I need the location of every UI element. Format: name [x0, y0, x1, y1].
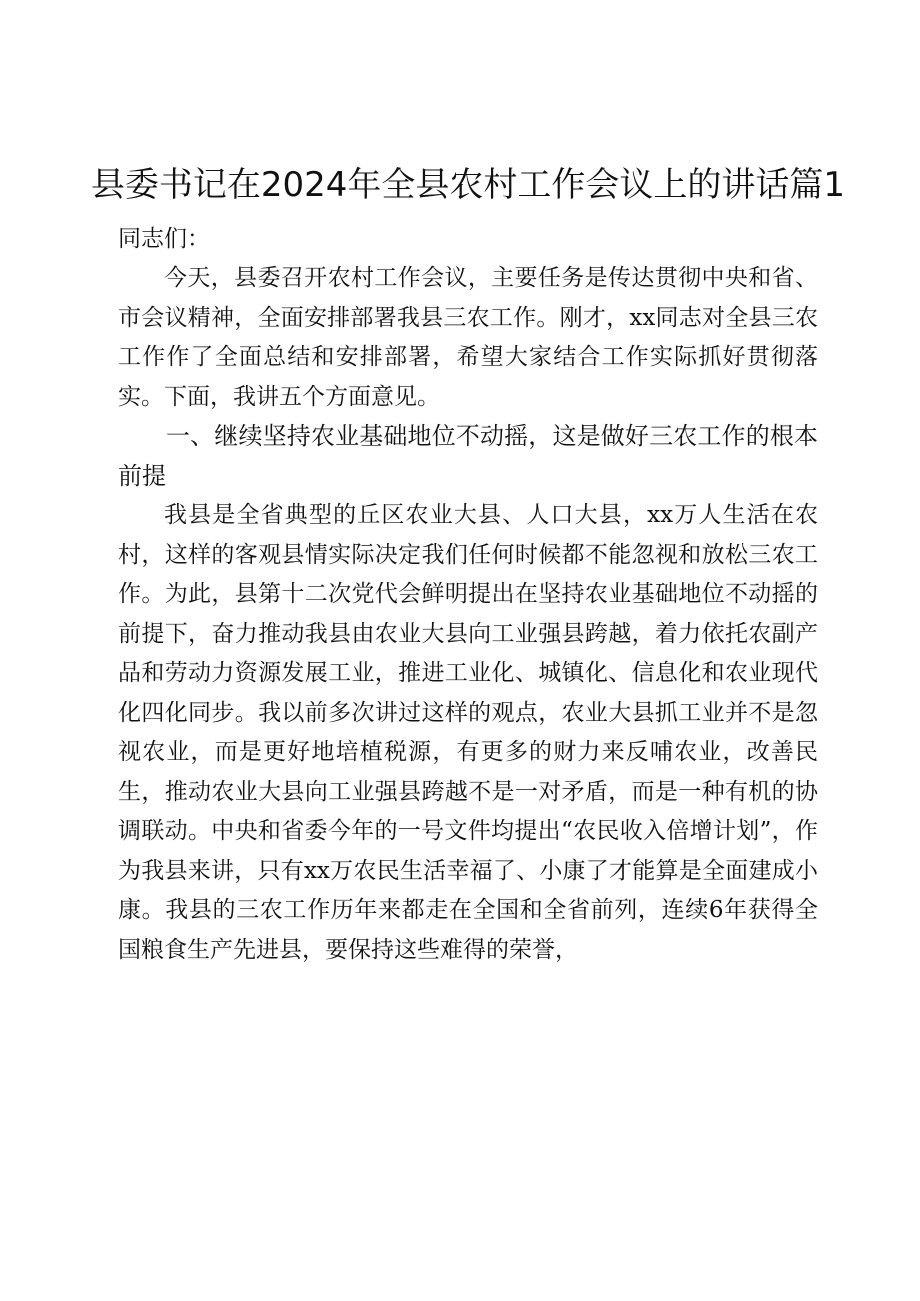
- section-heading: 一、继续坚持农业基础地位不动摇，这是做好三农工作的根本前提: [118, 422, 818, 490]
- section-paragraph: 我县是全省典型的丘区农业大县、人口大县，xx万人生活在农村，这样的客观县情实际决定我们任何时候都不能忽视和放松三农工作。为此，县第十二次党代会鲜明提出在坚持农业基础地位不动摇的前提下，奋力推动我县由农业大县向工业强县跨越，着力依托农副产品和劳动力资源发展工业，推进工业化、城镇化、信息化和农业现代化四化同步。我以前多次讲过这样的观点，农业大县抓工业并不是忽视农业，而是更好地培植税源，有更多的财力来反哺农业，改善民生，推动农业大县向工业强县跨越不是一对矛盾，而是一种有机的协调联动。中央和省委今年的一号文件均提出“农民收入倍增计划”，作为我县来讲，只有xx万农民生活幸福了、小康了才能算是全面建成小康。我县的三农工作历年来都走在全国和全省前列，连续6年获得全国粮食生产先进县，要保持这些难得的荣誉，: [118, 502, 818, 963]
- intro-paragraph: 今天，县委召开农村工作会议，主要任务是传达贯彻中央和省、市会议精神，全面安排部署我县三农工作。刚才，xx同志对全县三农工作作了全面总结和安排部署，希望大家结合工作实际抓好贯彻落实。下面，我讲五个方面意见。: [118, 265, 818, 410]
- document-page: [90, 160, 846, 970]
- salutation: 同志们：: [118, 226, 210, 252]
- document-title: 县委书记在2024年全县农村工作会议上的讲话篇1: [90, 165, 846, 205]
